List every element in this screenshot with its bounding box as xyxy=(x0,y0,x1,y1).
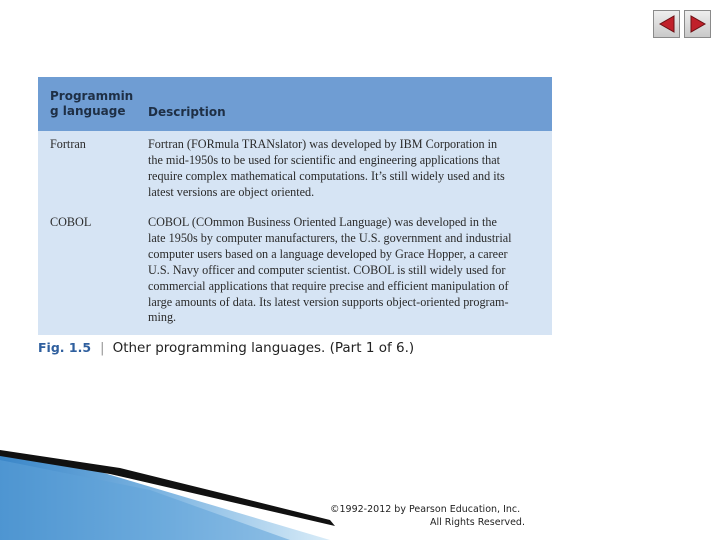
header-language-line-2: g language xyxy=(50,104,126,118)
row-fortran-description xyxy=(148,137,543,201)
nav-prev-group xyxy=(653,10,680,38)
description-line: late 1950s by computer manufacturers, the U.S. government and industrial xyxy=(148,230,512,245)
figure-number: Fig. 1.5 xyxy=(38,340,92,355)
header-description: Description xyxy=(148,105,226,119)
copyright-line-1: ©1992-2012 by Pearson Education, Inc. xyxy=(330,504,521,515)
previous-slide-button[interactable] xyxy=(653,10,680,38)
copyright-line-2: All Rights Reserved. xyxy=(429,517,525,528)
description-line: require complex mathematical computations. It’s still widely used and its xyxy=(148,168,505,183)
table-header-row xyxy=(38,77,552,131)
header-programming-language xyxy=(50,89,140,119)
description-line: Fortran (FORmula TRANslator) was developed by IBM Corporation in xyxy=(148,137,498,151)
row-fortran-language: Fortran xyxy=(50,137,86,151)
caption-separator: | xyxy=(100,340,105,356)
left-arrow-icon xyxy=(657,14,677,34)
description-line: COBOL (COmmon Business Oriented Language) was developed in the xyxy=(148,215,497,229)
description-line: commercial applications that require precise and efficient manipulation of xyxy=(148,278,509,293)
header-language-line-1: Programmin xyxy=(50,89,134,103)
figure-caption xyxy=(38,340,414,356)
description-line: computer users based on a language developed by Grace Hopper, a career xyxy=(148,246,508,261)
row-cobol-language: COBOL xyxy=(50,215,92,229)
next-slide-button[interactable] xyxy=(684,10,711,38)
nav-next-group xyxy=(684,10,711,38)
description-line: ming. xyxy=(148,310,177,325)
description-line: large amounts of data. Its latest version supports object-oriented program- xyxy=(148,294,509,309)
copyright-notice xyxy=(330,503,525,529)
right-arrow-icon xyxy=(688,14,708,34)
programming-languages-table xyxy=(38,77,552,335)
caption-text: Other programming languages. (Part 1 of 6.) xyxy=(112,340,415,356)
description-line: U.S. Navy officer and computer scientist. COBOL is still widely used for xyxy=(148,262,506,277)
description-line: the mid-1950s to be used for scientific and engineering applications that xyxy=(148,152,500,167)
description-line: latest versions are object oriented. xyxy=(148,184,315,199)
row-cobol-description xyxy=(148,215,543,326)
